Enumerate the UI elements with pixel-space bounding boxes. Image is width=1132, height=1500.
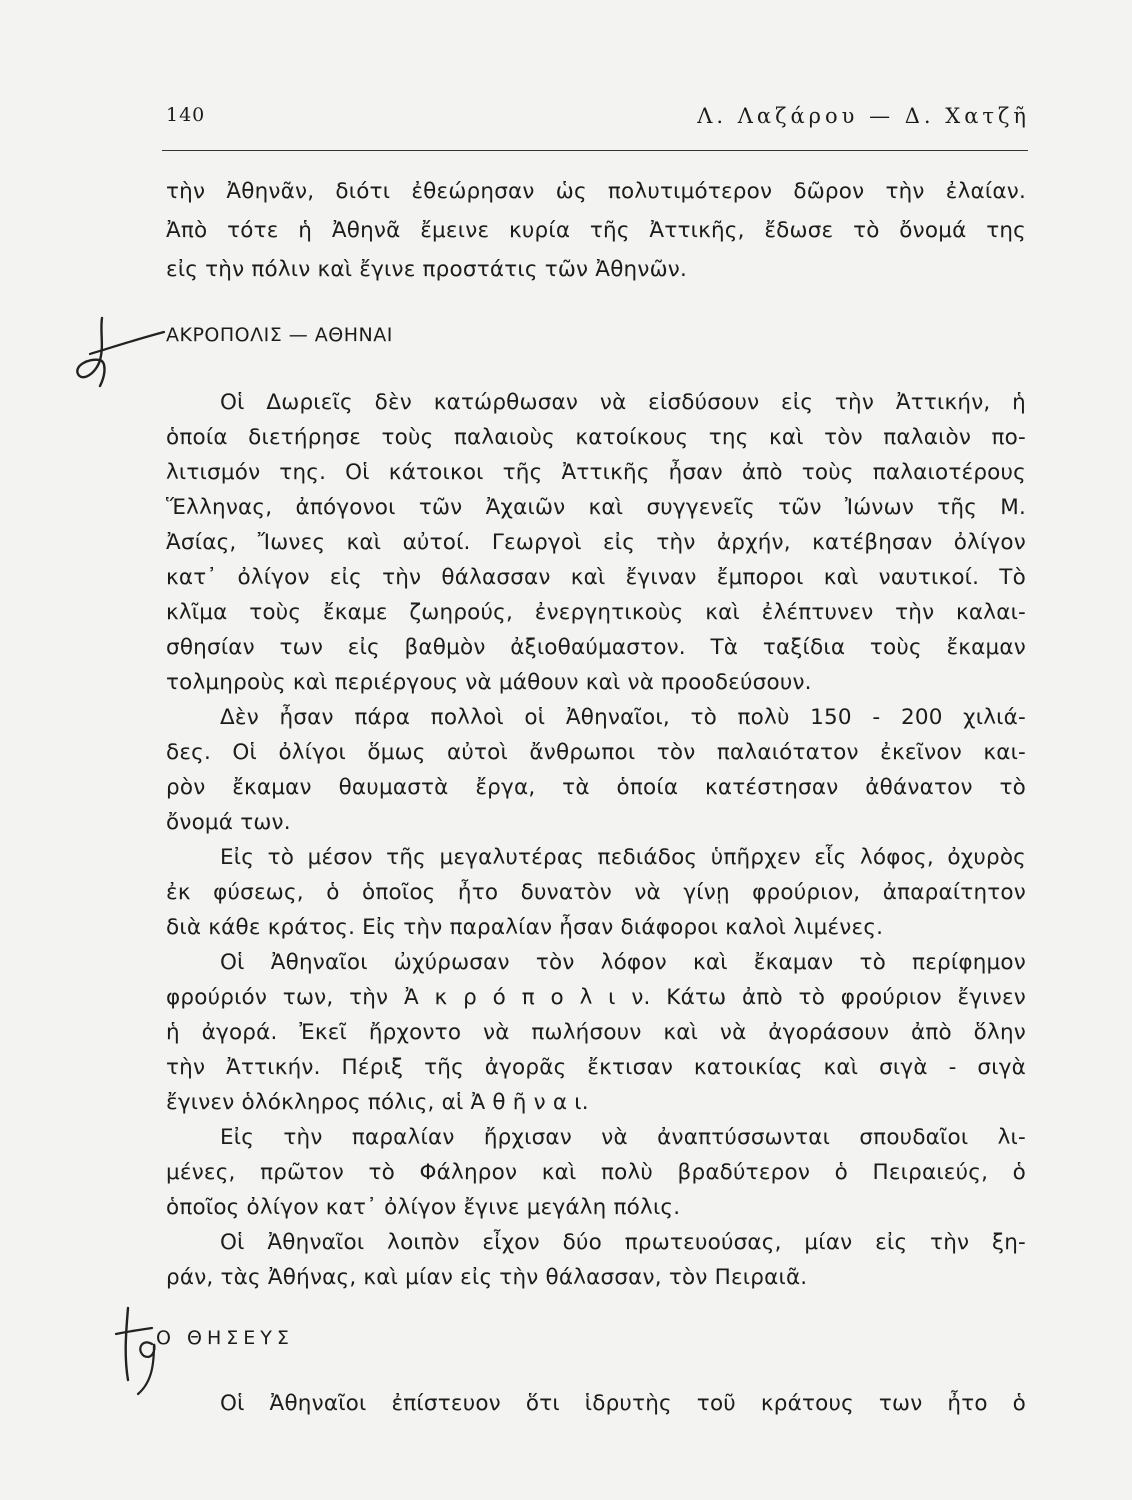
text-line: ρὸν ἔκαμαν θαυμαστὰ ἔργα, τὰ ὁποία κατέστησαν ἀθάνατον τὸ [166,775,1026,800]
section-heading-theseus: Ο ΘΗΣΕΥΣ [156,1327,294,1349]
text-line: τὴν Ἀττικήν. Πέριξ τῆς ἀγορᾶς ἔκτισαν κατοικίας καὶ σιγὰ - σιγὰ [166,1055,1026,1080]
text-line: Εἰς τὴν παραλίαν ἤρχισαν νὰ ἀναπτύσσωνται σπουδαῖοι λι- [220,1125,1026,1150]
text-line: φρούριόν των, τὴν Ἀ κ ρ ό π ο λ ι ν. Κάτω ἀπὸ τὸ φρούριον ἔγινεν [166,985,1026,1010]
text-line: Οἱ Ἀθηναῖοι ἐπίστευον ὅτι ἱδρυτὴς τοῦ κράτους των ἦτο ὁ [220,1391,1026,1416]
text-line: κλῖμα τοὺς ἔκαμε ζωηρούς, ἐνεργητικοὺς καὶ ἐλέπτυνεν τὴν καλαι- [166,600,1026,625]
text-line: σθησίαν των εἰς βαθμὸν ἀξιοθαύμαστον. Τὰ ταξίδια τοὺς ἔκαμαν [166,635,1026,660]
page-number: 140 [166,104,206,126]
text-line: τὴν Ἀθηνᾶν, διότι ἐθεώρησαν ὡς πολυτιμότερον δῶρον τὴν ἐλαίαν. [166,179,1026,204]
text-line: λιτισμόν της. Οἱ κάτοικοι τῆς Ἀττικῆς ἦσαν ἀπὸ τοὺς παλαιοτέρους [166,460,1026,485]
section-heading-akropolis: ΑΚΡΟΠΟΛΙΣ — ΑΘΗΝΑΙ [166,324,393,346]
text-line: ὄνομά των. [166,810,291,835]
text-line: Ἀσίας, Ἴωνες καὶ αὐτοί. Γεωργοὶ εἰς τὴν ἀρχήν, κατέβησαν ὀλίγον [166,530,1026,555]
text-line: ἐκ φύσεως, ὁ ὁποῖος ἦτο δυνατὸν νὰ γίνῃ φρούριον, ἀπαραίτητον [166,880,1026,905]
handwritten-margin-mark [60,312,170,394]
text-line: μένες, πρῶτον τὸ Φάληρον καὶ πολὺ βραδύτερον ὁ Πειραιεύς, ὁ [166,1160,1026,1185]
text-line: εἰς τὴν πόλιν καὶ ἔγινε προστάτις τῶν Ἀθηνῶν. [166,257,688,282]
running-head-authors: Λ. Λαζάρου — Δ. Χατζῆ [697,104,1030,128]
text-line: ὁποῖος ὀλίγον κατ᾽ ὀλίγον ἔγινε μεγάλη πόλις. [166,1195,681,1220]
text-line: Ἕλληνας, ἀπόγονοι τῶν Ἀχαιῶν καὶ συγγενεῖς τῶν Ἰώνων τῆς Μ. [166,495,1026,520]
text-line: Δὲν ἦσαν πάρα πολλοὶ οἱ Ἀθηναῖοι, τὸ πολὺ 150 - 200 χιλιά- [220,705,1026,730]
text-line: ὁποία διετήρησε τοὺς παλαιοὺς κατοίκους της καὶ τὸν παλαιὸν πο- [166,425,1026,450]
header-rule [162,150,1028,151]
text-line: τολμηροὺς καὶ περιέργους νὰ μάθουν καὶ νὰ προοδεύσουν. [166,670,812,695]
text-line: ἡ ἀγορά. Ἐκεῖ ἤρχοντο νὰ πωλήσουν καὶ νὰ ἀγοράσουν ἀπὸ ὅλην [166,1020,1026,1045]
text-line: Οἱ Δωριεῖς δὲν κατώρθωσαν νὰ εἰσδύσουν εἰς τὴν Ἀττικήν, ἡ [220,390,1026,415]
text-line: διὰ κάθε κράτος. Εἰς τὴν παραλίαν ἦσαν διάφοροι καλοὶ λιμένες. [166,915,884,940]
text-line: κατ᾽ ὀλίγον εἰς τὴν θάλασσαν καὶ ἔγιναν ἔμποροι καὶ ναυτικοί. Τὸ [166,565,1026,590]
text-line: δες. Οἱ ὀλίγοι ὅμως αὐτοὶ ἄνθρωποι τὸν παλαιότατον ἐκεῖνον και- [166,740,1026,765]
text-line: ἔγινεν ὁλόκληρος πόλις, αἱ Ἀ θ ῆ ν α ι. [166,1090,589,1115]
text-line: Οἱ Ἀθηναῖοι ὠχύρωσαν τὸν λόφον καὶ ἔκαμαν τὸ περίφημον [220,950,1026,975]
text-line: Εἰς τὸ μέσον τῆς μεγαλυτέρας πεδιάδος ὑπῆρχεν εἷς λόφος, ὀχυρὸς [220,845,1026,870]
text-line: Οἱ Ἀθηναῖοι λοιπὸν εἶχον δύο πρωτευούσας, μίαν εἰς τὴν ξη- [220,1230,1026,1255]
text-line: ράν, τὰς Ἀθήνας, καὶ μίαν εἰς τὴν θάλασσαν, τὸν Πειραιᾶ. [166,1265,808,1290]
text-line: Ἀπὸ τότε ἡ Ἀθηνᾶ ἔμεινε κυρία τῆς Ἀττικῆς, ἔδωσε τὸ ὄνομά της [166,218,1026,243]
